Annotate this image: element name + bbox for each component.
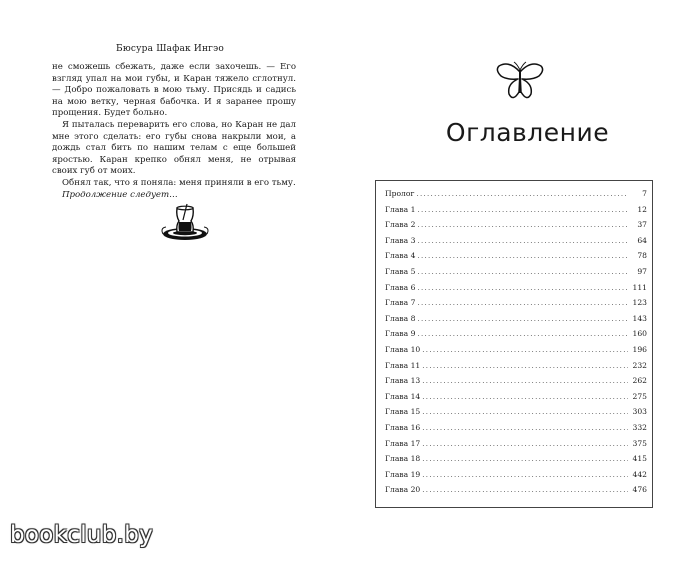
toc-entry-label: Глава 5 [385, 266, 416, 276]
left-page [0, 0, 345, 565]
toc-title: Оглавление [445, 118, 610, 147]
toc-entry-label: Глава 18 [385, 454, 421, 464]
toc-entry-label: Глава 7 [385, 298, 416, 308]
toc-entry-label: Глава 20 [385, 485, 421, 495]
toc-entry [385, 407, 647, 423]
toc-entry-label: Глава 8 [385, 313, 416, 323]
toc-entry-label: Глава 13 [385, 376, 421, 386]
toc-entry-label: Глава 10 [385, 344, 421, 354]
toc-entry-page: 476 [632, 485, 647, 495]
toc-leader-dots [417, 284, 628, 292]
toc-entry-page: 12 [637, 204, 647, 214]
toc-leader-dots [422, 424, 628, 432]
toc-leader-dots [422, 346, 628, 354]
toc-entry-label: Глава 1 [385, 204, 416, 214]
toc-entry [385, 376, 647, 392]
toc-entry [385, 439, 647, 455]
toc-entry [385, 267, 647, 283]
toc-entry [385, 205, 647, 221]
toc-leader-dots [417, 206, 628, 214]
table-of-contents [375, 180, 653, 508]
toc-entry-page: 111 [632, 282, 647, 292]
toc-entry [385, 283, 647, 299]
toc-entry [385, 220, 647, 236]
toc-entry-page: 143 [632, 313, 647, 323]
toc-entry-label: Глава 19 [385, 469, 421, 479]
toc-entry-label: Глава 2 [385, 220, 416, 230]
paragraph: Я пыталась переварить его слова, но Каран не дал мне этого сделать: его губы снова накрыли мои, а дождь стал бить по нашим телам с еще большей яростью. Каран крепко обнял меня, не отрывая своих губ от моих. [52, 119, 296, 177]
toc-entry [385, 329, 647, 345]
toc-entry-page: 262 [632, 376, 647, 386]
toc-entry-page: 196 [632, 344, 647, 354]
toc-entry [385, 251, 647, 267]
toc-entry-page: 375 [632, 438, 647, 448]
toc-entry-page: 7 [642, 189, 647, 198]
toc-leader-dots [417, 221, 628, 229]
toc-leader-dots [422, 486, 628, 494]
toc-entry [385, 361, 647, 377]
toc-entry [385, 345, 647, 361]
toc-leader-dots [422, 377, 628, 385]
toc-leader-dots [417, 252, 628, 260]
toc-entry-page: 415 [632, 454, 647, 464]
toc-leader-dots [422, 455, 628, 463]
running-head: Бюсура Шафак Ингэо [116, 44, 224, 54]
toc-entry-page: 37 [637, 220, 647, 230]
toc-entry-label: Глава 16 [385, 422, 421, 432]
body-text [52, 62, 296, 201]
toc-list [385, 189, 647, 501]
toc-entry-label: Пролог [385, 189, 415, 198]
toc-entry-label: Глава 17 [385, 438, 421, 448]
toc-entry [385, 189, 647, 205]
toc-entry [385, 236, 647, 252]
toc-leader-dots [416, 190, 628, 198]
paragraph: не сможешь сбежать, даже если захочешь. — Его взгляд упал на мои губы, и Каран тяжело сглотнул. — Добро пожаловать в мою тьму. Присядь и садись на мою ветку, черная бабочка. И я заранее прошу прощения. Будет больно. [52, 62, 296, 119]
toc-entry-label: Глава 15 [385, 407, 421, 417]
toc-leader-dots [422, 471, 628, 479]
paragraph: Обнял так, что я поняла: меня приняли в его тьму. [62, 177, 296, 188]
toc-leader-dots [417, 299, 628, 307]
toc-entry [385, 485, 647, 501]
toc-entry-page: 97 [637, 266, 647, 276]
toc-entry-page: 332 [632, 422, 647, 432]
toc-entry-label: Глава 14 [385, 391, 421, 401]
toc-leader-dots [422, 362, 628, 370]
right-page [355, 0, 700, 565]
to-be-continued: Продолжение следует… [62, 189, 178, 200]
toc-entry-page: 275 [632, 391, 647, 401]
butterfly-icon [495, 60, 545, 104]
toc-leader-dots [417, 237, 628, 245]
toc-entry-page: 160 [632, 329, 647, 339]
site-watermark: bookclub.by [10, 522, 154, 548]
toc-entry [385, 298, 647, 314]
toc-leader-dots [417, 330, 628, 338]
toc-entry-page: 442 [632, 469, 647, 479]
toc-entry-page: 123 [632, 298, 647, 308]
toc-leader-dots [417, 268, 628, 276]
toc-entry-label: Глава 3 [385, 235, 416, 245]
toc-entry [385, 423, 647, 439]
toc-entry-label: Глава 11 [385, 360, 421, 370]
toc-entry-page: 303 [632, 407, 647, 417]
toc-entry-page: 64 [637, 235, 647, 245]
toc-leader-dots [417, 315, 628, 323]
toc-leader-dots [422, 408, 628, 416]
toc-entry-label: Глава 6 [385, 282, 416, 292]
toc-entry-page: 78 [637, 251, 647, 261]
toc-leader-dots [422, 393, 628, 401]
teacup-vignette-icon [160, 202, 210, 244]
toc-entry [385, 314, 647, 330]
toc-entry [385, 392, 647, 408]
toc-entry [385, 454, 647, 470]
toc-entry-page: 232 [632, 360, 647, 370]
toc-entry-label: Глава 9 [385, 329, 416, 339]
toc-leader-dots [422, 440, 628, 448]
toc-entry [385, 470, 647, 486]
toc-entry-label: Глава 4 [385, 251, 416, 261]
